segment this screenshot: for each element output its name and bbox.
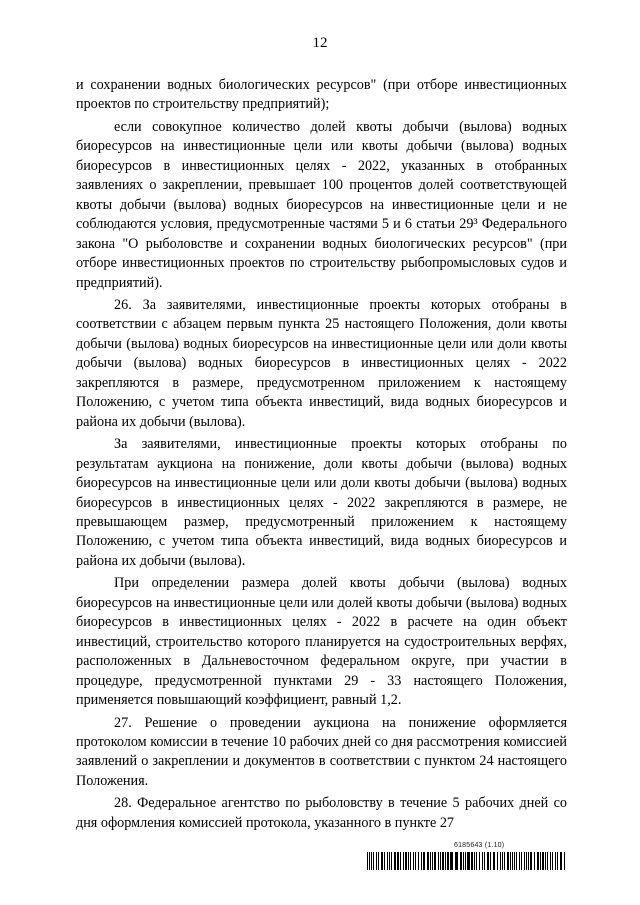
barcode-bar — [493, 852, 495, 870]
page-number: 12 — [312, 35, 328, 51]
barcode-bar — [560, 852, 562, 870]
barcode-bar — [564, 852, 565, 870]
barcode-bar — [367, 852, 368, 870]
barcode-bar — [528, 852, 529, 870]
barcode-bar — [512, 852, 513, 870]
barcode-bar — [440, 852, 441, 870]
barcode-bar — [542, 852, 544, 870]
barcode-bar — [376, 852, 377, 870]
barcode-bar — [415, 852, 416, 870]
paragraph: 27. Решение о проведении аукциона на понижение оформляется протоколом комиссии в течение 10 рабочих дней со дня рассмотрения комиссией заявлений о закреплении и документов в соответствии с пунктом 24 настоящего Положения. — [76, 714, 567, 789]
barcode-bar — [487, 852, 489, 870]
barcode-bar — [430, 852, 431, 870]
barcode-bar — [537, 852, 539, 870]
barcode-bar — [408, 852, 409, 870]
barcode-bar — [423, 852, 425, 870]
paragraph: За заявителями, инвестиционные проекты которых отобраны по результатам аукциона на понижение, доли квоты добычи (вылова) водных биоресурсов на инвестиционные цели или доли квоты добычи (вылова) водных биоресурсов в инвестиционных целях - 2022 закрепляются в размере, не превышающем размер, предусмотренный приложением к настоящему Положению, с учетом типа объекта инвестиций, вида водных биоресурсов и района их добычи (вылова). — [76, 436, 567, 569]
barcode-bar — [432, 852, 433, 870]
barcode-bar — [526, 852, 527, 870]
barcode-bar — [521, 852, 522, 870]
barcode-bar — [500, 852, 501, 870]
paragraph: и сохранении водных биологических ресурсов" (при отборе инвестиционных проектов по строительству предприятий); — [76, 77, 567, 113]
barcode-bar — [397, 852, 399, 870]
barcode-bar — [545, 852, 546, 870]
barcode-bar — [371, 852, 372, 870]
barcode-bar — [421, 852, 422, 870]
barcode-bar — [471, 852, 473, 870]
barcode-bar — [391, 852, 392, 870]
barcode-bar — [369, 852, 370, 870]
barcode-bar — [504, 852, 505, 870]
barcode-bar — [497, 852, 498, 870]
barcode-bar — [514, 852, 515, 870]
barcode-bar — [442, 852, 444, 870]
barcode-bar — [445, 852, 446, 870]
barcode-bar — [387, 852, 388, 870]
barcode-bar — [502, 852, 503, 870]
barcode-bar — [482, 852, 483, 870]
barcode-bar — [455, 852, 458, 870]
barcode-bar — [507, 852, 509, 870]
barcode-bar — [534, 852, 535, 870]
barcode-bar — [540, 852, 541, 870]
barcode-bar — [405, 852, 407, 870]
barcode-bar — [516, 852, 517, 870]
barcode-bar — [524, 852, 525, 870]
barcode-bar — [547, 852, 548, 870]
paragraph: 26. За заявителями, инвестиционные проекты которых отобраны в соответствии с абзацем первым пункта 25 настоящего Положения, доли квоты добычи (вылова) водных биоресурсов на инвестиционные цели или доли квоты добычи (вылова) водных биоресурсов в инвестиционных целях - 2022 закрепляются в размере, предусмотренном приложением к настоящему Положению, с учетом типа объекта инвестиций, вида водных биоресурсов и района их добычи (вылова). — [76, 296, 567, 430]
barcode-bar — [427, 852, 429, 870]
barcode-bar — [519, 852, 520, 870]
barcode-bar — [550, 852, 551, 870]
barcode-bar — [555, 852, 556, 870]
barcode-bar — [474, 852, 475, 870]
paragraph: При определении размера долей квоты добычи (вылова) водных биоресурсов на инвестиционные цели или долей квоты добычи (вылова) водных биоресурсов в инвестиционных целях - 2022 в расчете на один объект инвестиций, строительство которого планируется на судостроительных верфях, расположенных в Дальневосточном федеральном округе, при участии в процедуре, предусмотренной пунктами 29 - 33 настоящего Положения, применяется повышающий коэффициент, равный 1,2. — [76, 575, 567, 709]
document-code: 6185643 (1.10) — [454, 842, 505, 849]
barcode-bar — [479, 852, 480, 870]
barcode-bar — [557, 852, 558, 870]
barcode-bar — [467, 852, 470, 870]
barcode-bar — [490, 852, 491, 870]
barcode-bar — [403, 852, 404, 870]
barcode-bar — [463, 852, 464, 870]
barcode-bar — [484, 852, 485, 870]
barcode-bar — [438, 852, 439, 870]
barcode-bar — [378, 852, 379, 870]
barcode-bar — [384, 852, 385, 870]
barcode-bar — [394, 852, 396, 870]
barcode-bar — [510, 852, 511, 870]
barcode-bar — [389, 852, 390, 870]
barcode-bar — [418, 852, 419, 870]
barcode-bar — [465, 852, 466, 870]
barcode-bar — [447, 852, 449, 870]
barcode — [367, 852, 565, 870]
barcode-bar — [530, 852, 532, 870]
barcode-bar — [450, 852, 453, 870]
barcode-bar — [373, 852, 374, 870]
paragraph: если совокупное количество долей квоты добычи (вылова) водных биоресурсов на инвестиционные цели или квоты добычи (вылова) водных биоресурсов в инвестиционных целях - 2022, указанных в отобранных заявлениях о закреплении, превышает 100 процентов долей соответствующей квоты добычи (вылова) водных биоресурсов на инвестиционные цели и не соблюдаются условия, предусмотренные частями 5 и 6 статьи 29³ Федерального закона "О рыболовстве и сохранении водных биологических ресурсов" (при отборе инвестиционных проектов по строительству рыбопромысловых судов и предприятий). — [76, 118, 567, 291]
barcode-bar — [381, 852, 383, 870]
barcode-bar — [400, 852, 401, 870]
barcode-bar — [410, 852, 411, 870]
paragraph: 28. Федеральное агентство по рыболовству в течение 5 рабочих дней со дня оформления комиссией протокола, указанного в пункте 27 — [76, 795, 567, 831]
document-body — [76, 76, 567, 836]
barcode-bar — [476, 852, 477, 870]
barcode-bar — [434, 852, 436, 870]
barcode-bar — [413, 852, 414, 870]
barcode-bar — [552, 852, 553, 870]
barcode-bar — [460, 852, 462, 870]
